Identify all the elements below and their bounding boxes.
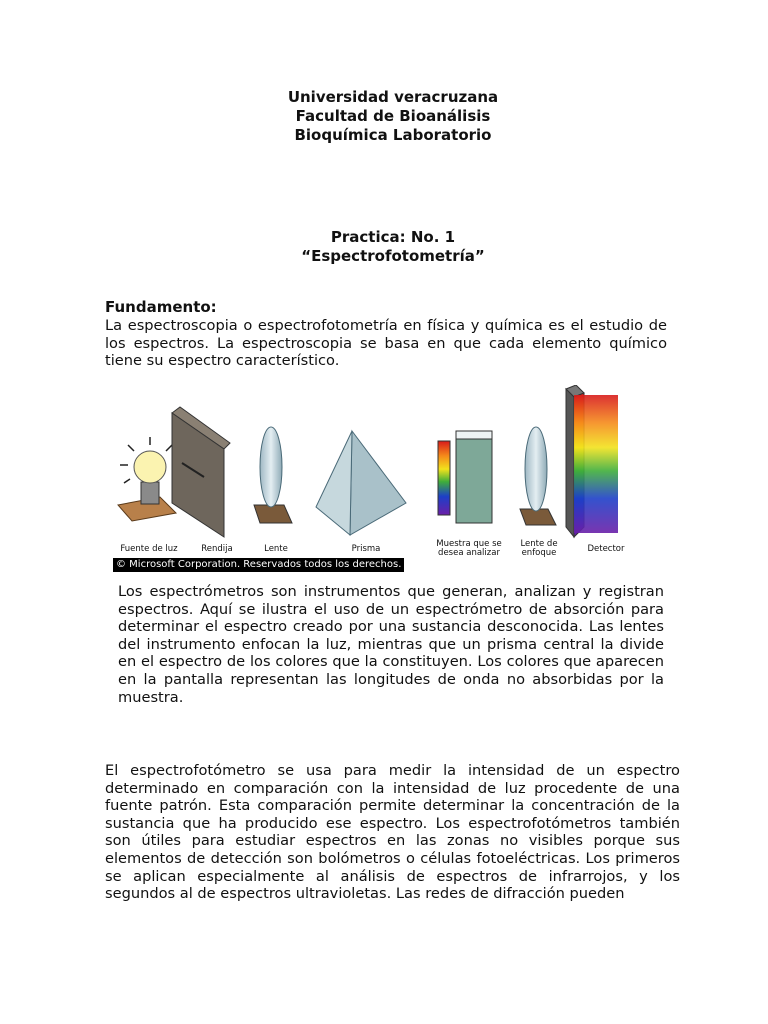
practice-title xyxy=(0,228,768,266)
label-detector: Detector xyxy=(587,544,625,554)
label-focus-lens-line1: Lente de xyxy=(520,539,558,549)
label-sample-line1: Muestra que se xyxy=(436,539,502,549)
fundamento-heading: Fundamento: xyxy=(105,298,217,316)
spectrophotometer-paragraph: El espectrofotómetro se usa para medir la intensidad de un espectro determinado en comparación con la intensidad de luz procedente de una fuente patrón. Esta comparación permite determinar la concentración de la sustancia que ha producido ese espectro. Los espectrofotómetros también son útiles para estudiar espectros en las zonas no visibles porque sus elementos de detección son bolómetros o células fotoeléctricas. Los primeros se aplican especialmente al análisis de espectros de infrarrojos, y los segundos al de espectros ultravioletas. Las redes de difracción pueden xyxy=(105,762,680,903)
label-prism: Prisma xyxy=(351,544,381,554)
label-lens: Lente xyxy=(264,544,288,554)
label-light-source: Fuente de luz xyxy=(120,544,178,554)
lens-icon xyxy=(254,427,292,523)
faculty-name: Facultad de Bioanálisis xyxy=(295,107,491,125)
label-sample-line2: desea analizar xyxy=(438,548,500,558)
practice-name: “Espectrofotometría” xyxy=(301,247,485,265)
course-name: Bioquímica Laboratorio xyxy=(294,126,492,144)
sample-cuvette-icon xyxy=(456,431,492,523)
spectrum-strip-icon xyxy=(438,441,450,515)
practice-number: Practica: No. 1 xyxy=(330,228,456,246)
spectrometer-paragraph: Los espectrómetros son instrumentos que generan, analizan y registran espectros. Aquí se ilustra el uso de un espectrómetro de absorción para determinar el espectro creado por una sustancia desconocida. Las lentes del instrumento enfocan la luz, mientras que un prisma central la divide en el espectro de los colores que la constituyen. Los colores que aparecen en la pantalla representan las longitudes de onda no absorbidas por la muestra. xyxy=(118,583,664,706)
focus-lens-icon xyxy=(520,427,556,525)
detector-screen-icon xyxy=(566,385,618,537)
figure-copyright: © Microsoft Corporation. Reservados todos los derechos. xyxy=(113,558,404,572)
university-name: Universidad veracruzana xyxy=(287,88,499,106)
label-sample xyxy=(434,540,504,558)
light-bulb-icon xyxy=(118,437,180,521)
spectrometer-illustration xyxy=(108,385,648,573)
label-focus-lens xyxy=(514,540,564,558)
label-focus-lens-line2: enfoque xyxy=(521,548,557,558)
fundamento-paragraph: La espectroscopia o espectrofotometría en física y química es el estudio de los espectros. La espectroscopia se basa en que cada elemento químico tiene su espectro característico. xyxy=(105,317,667,370)
prism-icon xyxy=(316,431,406,535)
slit-panel-icon xyxy=(172,407,230,537)
label-slit: Rendija xyxy=(201,544,233,554)
institution-header xyxy=(0,88,768,145)
